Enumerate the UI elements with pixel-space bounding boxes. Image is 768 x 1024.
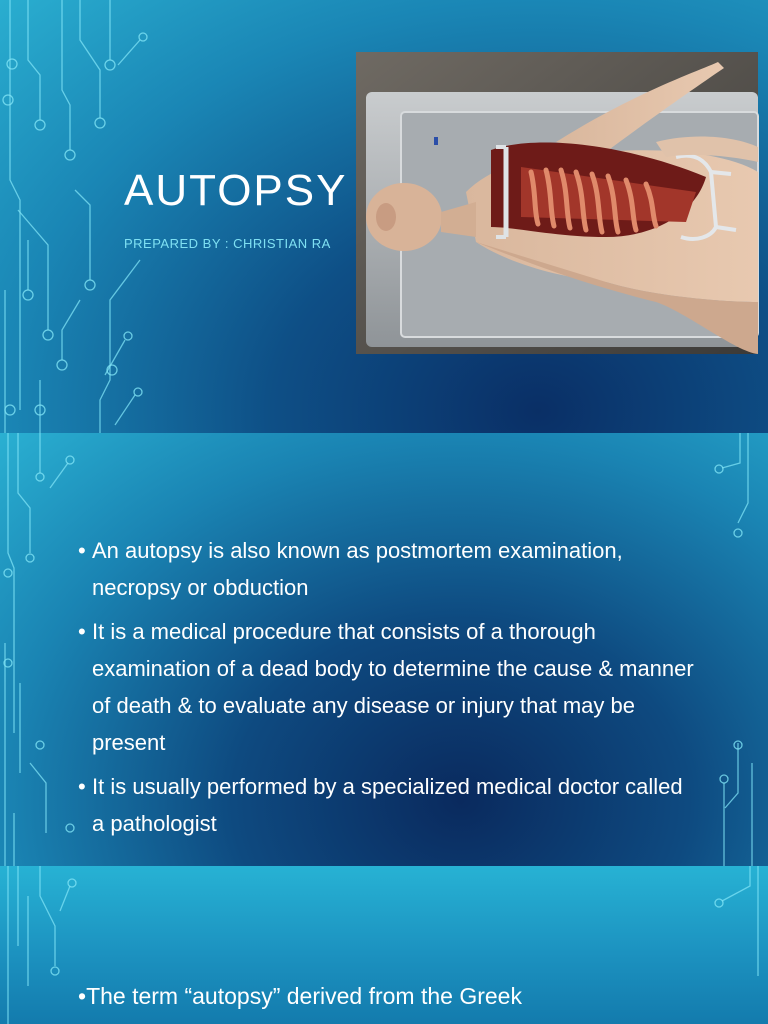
bullet-item [78,613,698,761]
circuit-decoration-right [700,866,768,1024]
slide-title: AUTOPSY [124,166,348,215]
bullet-dot-icon: • [78,619,86,644]
circuit-decoration-left [0,433,90,866]
bullet-list [78,532,698,849]
partial-bullet [78,983,522,1010]
bullet-dot-icon: • [78,774,86,799]
circuit-decoration-left [0,866,90,1024]
bullet-text: It is usually performed by a specialized medical doctor called a pathologist [92,774,683,836]
autopsy-photo [356,52,758,354]
circuit-decoration-left [0,0,160,433]
bullet-text: An autopsy is also known as postmortem examination, necropsy or obduction [92,538,623,600]
bullet-text: The term “autopsy” derived from the Greek [86,983,522,1009]
bullet-dot-icon: • [78,538,86,563]
bullet-item [78,532,698,606]
circuit-decoration-right [700,433,768,866]
bullet-dot-icon: • [78,983,87,1009]
bullet-item [78,768,698,842]
bullet-text: It is a medical procedure that consists of a thorough examination of a dead body to determine the cause & manner of death & to evaluate any disease or injury that may be present [92,619,694,755]
title-slide [0,0,768,433]
presenter-subtitle: PREPARED BY : CHRISTIAN RA [124,236,331,251]
